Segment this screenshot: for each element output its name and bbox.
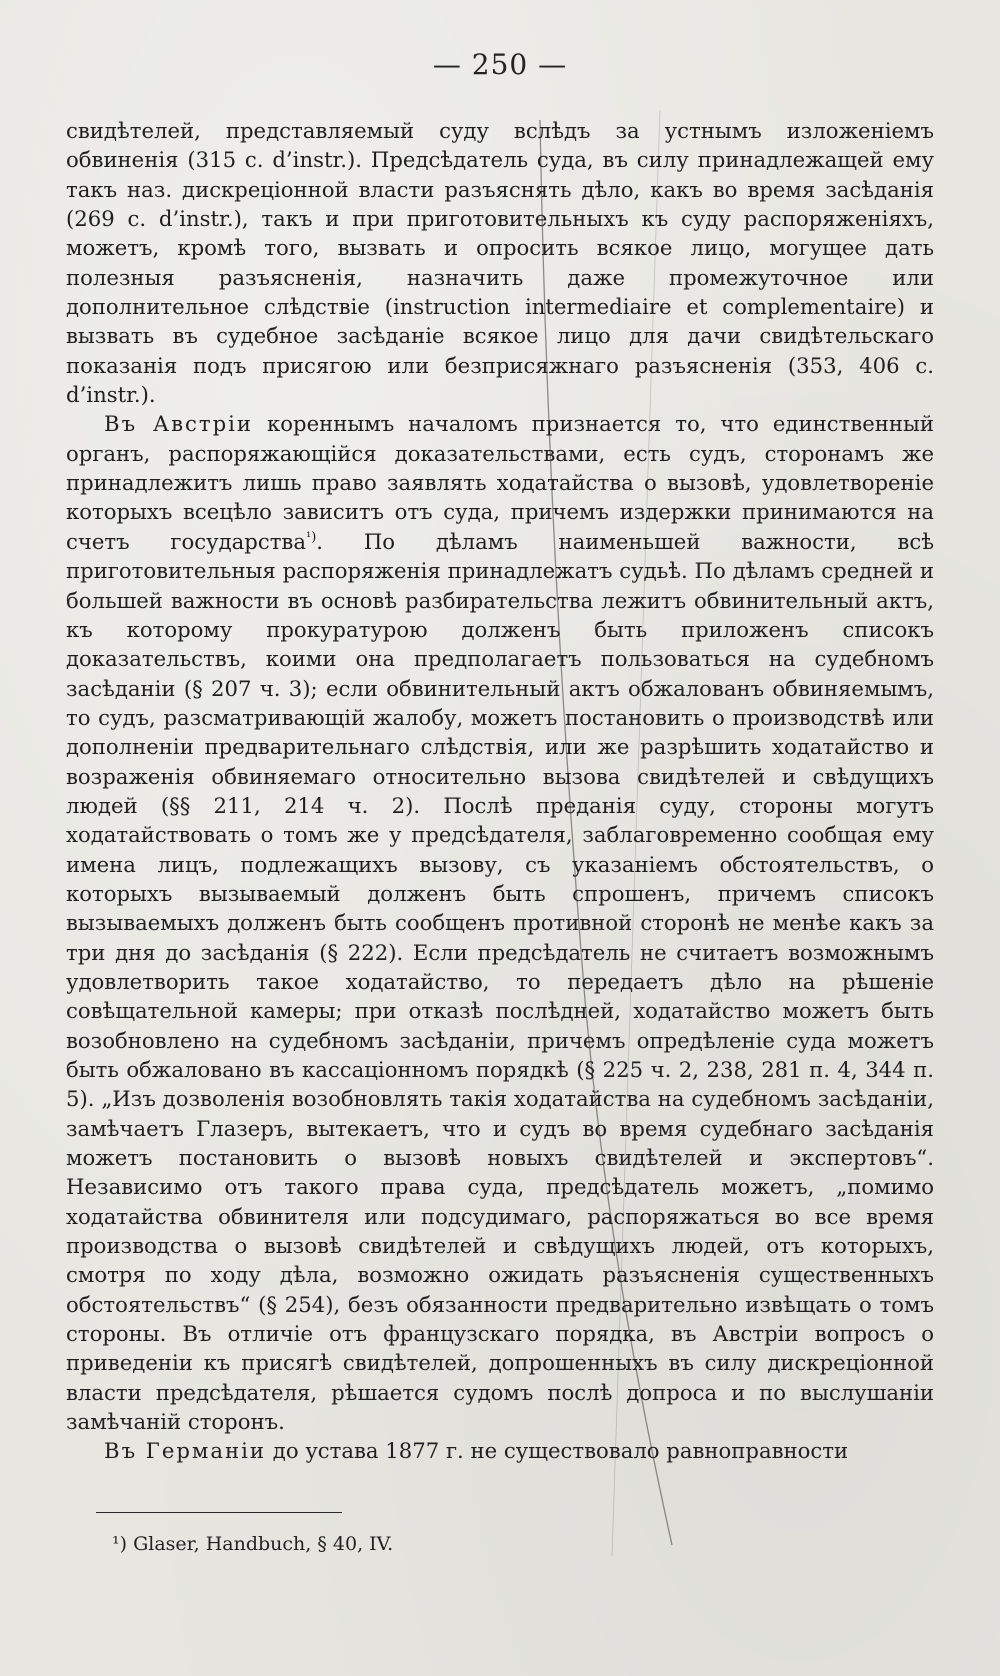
paragraph-text: свидѣтелей, представляемый суду вслѣдъ за устнымъ изложеніемъ обвиненія (315 c. d’instr.). Предсѣдатель суда, въ силу принадлежащей ему такъ наз. дискреціонной власти разъяснять дѣло, какъ во время засѣданія (269 c. d’instr.), такъ и при приготовительныхъ къ суду распоряженіяхъ, можетъ, кромѣ того, вызвать и опросить всякое лицо, могущее дать полезныя разъясненія, назначить даже промежуточное или дополнительное слѣдствіе (instruction intermediaire et complementaire) и вызвать въ судебное засѣданіе всякое лицо для дачи свидѣтельскаго показанія подъ присягою или безприсяжнаго разъясненія (353, 406 c. d’instr.). <box>66 118 934 408</box>
paragraph-2 <box>66 409 934 1436</box>
body-text <box>66 116 934 1466</box>
footnote-reference[interactable]: ¹) <box>306 529 317 545</box>
page-number: — 250 — <box>432 48 568 81</box>
paragraph-text: до устава 1877 г. не существовало равноправности <box>266 1438 849 1464</box>
paragraph-1 <box>66 116 934 409</box>
paragraph-3 <box>66 1436 934 1465</box>
paragraph-lead: Въ Австріи <box>104 411 254 437</box>
paragraph-tail: . По дѣламъ наименьшей важности, всѣ приготовительныя распоряженія принадлежатъ судьѣ. По дѣламъ средней и большей важности въ основѣ разбирательства лежитъ обвинительный актъ, къ которому прокуратурою долженъ быть приложенъ списокъ доказательствъ, коими она предполагаетъ пользоваться на судебномъ засѣданіи (§ 207 ч. 3); если обвинительный актъ обжалованъ обвиняемымъ, то судъ, разсматривающій жалобу, можетъ постановить о производствѣ или дополненіи предварительнаго слѣдствія, или же разрѣшить ходатайство и возраженія обвиняемаго относительно вызова свидѣтелей и свѣдущихъ людей (§§ 211, 214 ч. 2). Послѣ преданія суду, стороны могутъ ходатайствовать о томъ же у предсѣдателя, заблаговременно сообщая ему имена лицъ, подлежащихъ вызову, съ указаніемъ обстоятельствъ, о которыхъ вызываемый долженъ быть спрошенъ, причемъ списокъ вызываемыхъ долженъ быть сообщенъ противной сторонѣ не менѣе какъ за три дня до засѣданія (§ 222). Если предсѣдатель не считаетъ возможнымъ удовлетворить такое ходатайство, то передаетъ дѣло на рѣшеніе совѣщательной камеры; при отказѣ послѣдней, ходатайство можетъ быть возобновлено на судебномъ засѣданіи, причемъ опредѣленіе суда можетъ быть обжаловано въ кассаціонномъ порядкѣ (§ 225 ч. 2, 238, 281 п. 4, 344 п. 5). „Изъ дозволенія возобновлять такія ходатайства на судебномъ засѣданіи, замѣчаетъ Глазеръ, вытекаетъ, что и судъ во время судебнаго засѣданія можетъ постановить о вызовѣ новыхъ свидѣтелей и экспертовъ“. Независимо отъ такого права суда, предсѣдатель можетъ, „помимо ходатайства обвинителя или подсудимаго, распоряжаться во все время производства о вызовѣ свидѣтелей и свѣдущихъ людей, отъ которыхъ, смотря по ходу дѣла, возможно ожидать разъясненія существенныхъ обстоятельствъ“ (§ 254), безъ обязанности предварительно извѣщать о томъ стороны. Въ отличіе отъ французскаго порядка, въ Австріи вопросъ о приведеніи къ присягѣ свидѣтелей, допрошенныхъ въ силу дискреціонной власти предсѣдателя, рѣшается судомъ послѣ допроса и по выслушаніи замѣчаній сторонъ. <box>66 528 934 1435</box>
footnote-divider <box>96 1512 342 1513</box>
paragraph-text: кореннымъ началомъ признается то, что единственный органъ, распоряжающійся доказательствами, есть судъ, сторонамъ же принадлежитъ лишь право заявлять ходатайства о вызовѣ, удовлетвореніе которыхъ всецѣло зависитъ отъ суда, причемъ издержки принимаются на счетъ государства <box>66 411 934 554</box>
paragraph-lead: Въ Германіи <box>104 1438 267 1464</box>
footnote: ¹) Glaser, Handbuch, § 40, IV. <box>112 1533 394 1555</box>
